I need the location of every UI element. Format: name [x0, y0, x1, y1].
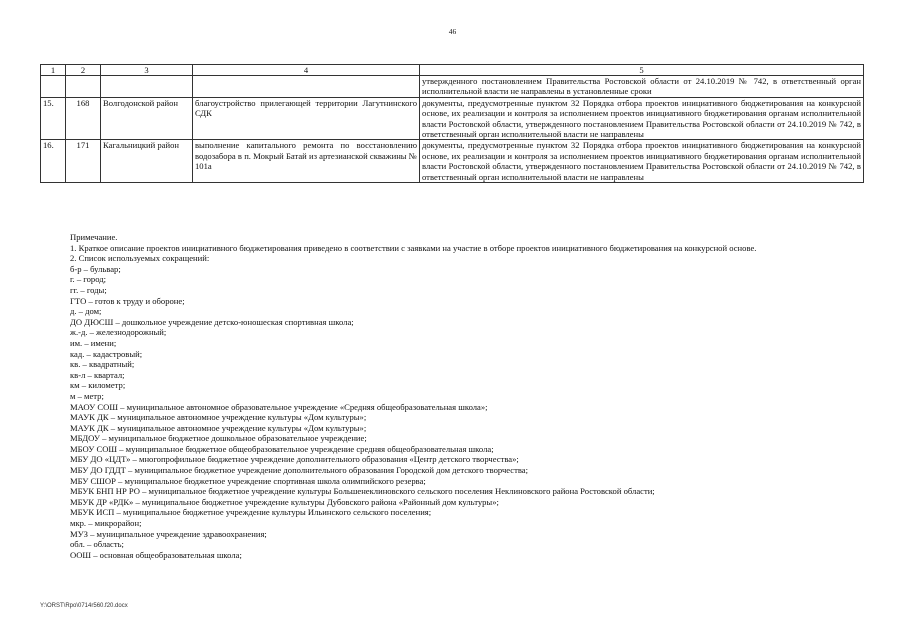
row-reason: документы, предусмотренные пунктом 32 Порядка отбора проектов инициативного бюджетирования на конкурсной основе, их реализации и контроля за исполнением проектов инициативного бюджетирования органам исполнительной власти Ростовской области, утвержденного постановлением Правительства Ростовской области от 24.10.2019 № 742, в ответственный орган исполнительной власти не направлены — [420, 97, 864, 140]
row-project — [193, 76, 420, 98]
table-row — [41, 140, 864, 183]
row-district: Кагальницкий район — [101, 140, 193, 183]
page-number: 46 — [448, 27, 457, 36]
table-row — [41, 76, 864, 98]
abbreviation-item: МАОУ СОШ – муниципальное автономное образовательное учреждение «Средняя общеобразовательная школа»; — [70, 401, 488, 412]
notes-heading: Примечание. — [70, 232, 118, 242]
row-project: выполнение капитального ремонта по восстановлению водозабора в п. Мокрый Батай из артезианской скважины № 101а — [193, 140, 420, 183]
abbreviation-item: МБУК ИСП – муниципальное бюджетное учреждение культуры Ильинского сельского поселения; — [70, 507, 432, 518]
abbreviation-item: ГТО – готов к труду и обороне; — [70, 295, 185, 306]
abbreviation-item: МБУК БНП НР РО – муниципальное бюджетное учреждение культуры Большенеклиновского сельского поселения Неклиновского района Ростовской области; — [70, 486, 655, 497]
abbreviation-item: МАУК ДК – муниципальное автономное учреждение культуры «Дом культуры»; — [70, 412, 367, 423]
abbreviations-list — [40, 264, 863, 561]
table-header-cell: 4 — [193, 65, 420, 76]
row-district — [101, 76, 193, 98]
row-number — [41, 76, 66, 98]
row-code: 171 — [66, 140, 101, 183]
abbreviation-item: МБУ СШОР – муниципальное бюджетное учреждение спортивная школа олимпийского резерва; — [70, 475, 426, 486]
abbreviation-item: г. – город; — [70, 274, 107, 285]
abbreviation-item: кад. – кадастровый; — [70, 348, 143, 359]
abbreviation-item: обл. – область; — [70, 539, 124, 550]
row-code — [66, 76, 101, 98]
abbreviation-item: МАУК ДК – муниципальное автономное учреждение культуры «Дом культуры»; — [70, 422, 367, 433]
note-item-2: 2. Список используемых сокращений: — [70, 253, 210, 264]
projects-table — [40, 64, 864, 183]
row-district: Волгодонской район — [101, 97, 193, 140]
row-reason: утвержденного постановлением Правительства Ростовской области от 24.10.2019 № 742, в ответственный орган исполнительной власти не направлены в установленные сроки — [420, 76, 864, 98]
table-header-cell: 1 — [41, 65, 66, 76]
table-header-row — [41, 65, 864, 76]
abbreviation-item: ДО ДЮСШ – дошкольное учреждение детско-юношеская спортивная школа; — [70, 316, 354, 327]
row-code: 168 — [66, 97, 101, 140]
abbreviation-item: б-р – бульвар; — [70, 263, 121, 274]
abbreviation-item: км – километр; — [70, 380, 126, 391]
file-path-footer: Y:\ORST\Rpo\0714r560.f20.docx — [40, 603, 128, 609]
abbreviation-item: д. – дом; — [70, 306, 102, 317]
table-header-cell: 3 — [101, 65, 193, 76]
table-header-cell: 5 — [420, 65, 864, 76]
note-item-1: 1. Краткое описание проектов инициативного бюджетирования приведено в соответствии с заявками на участие в отборе проектов инициативного бюджетирования на конкурсной основе. — [70, 242, 757, 253]
abbreviation-item: МУЗ – муниципальное учреждение здравоохранения; — [70, 528, 267, 539]
abbreviation-item: МБДОУ – муниципальное бюджетное дошкольное образовательное учреждение; — [70, 433, 367, 444]
abbreviation-item: гг. – годы; — [70, 284, 107, 295]
abbreviation-item: МБУ ДО ГДДТ – муниципальное бюджетное учреждение дополнительного образования Городской дом детского творчества; — [70, 465, 529, 476]
abbreviation-item: МБОУ СОШ – муниципальное бюджетное общеобразовательное учреждение средняя общеобразовательная школа; — [70, 443, 494, 454]
abbreviation-item: ж.-д. – железнодорожный; — [70, 327, 167, 338]
abbreviation-item: ООШ – основная общеобразовательная школа; — [70, 549, 242, 560]
abbreviation-item: МБУ ДО «ЦДТ» – многопрофильное бюджетное учреждение дополнительного образования «Центр детского творчества»; — [70, 454, 519, 465]
row-reason: документы, предусмотренные пунктом 32 Порядка отбора проектов инициативного бюджетирования на конкурсной основе, их реализации и контроля за исполнением проектов инициативного бюджетирования органам исполнительной власти Ростовской области, утвержденного постановлением Правительства Ростовской области от 24.10.2019 № 742, в ответственный орган исполнительной власти не направлены — [420, 140, 864, 183]
abbreviation-item: мкр. – микрорайон; — [70, 518, 142, 529]
abbreviation-item: МБУК ДР «РДК» – муниципальное бюджетное учреждение культуры Дубовского района «Районный дом культуры»; — [70, 496, 499, 507]
abbreviation-item: им. – имени; — [70, 337, 117, 348]
abbreviation-item: м – метр; — [70, 390, 104, 401]
row-number: 16. — [41, 140, 66, 183]
row-project: благоустройство прилегающей территории Лагутнинского СДК — [193, 97, 420, 140]
abbreviation-item: кв. – квадратный; — [70, 359, 135, 370]
row-number: 15. — [41, 97, 66, 140]
table-row — [41, 97, 864, 140]
table-header-cell: 2 — [66, 65, 101, 76]
abbreviation-item: кв-л – квартал; — [70, 369, 125, 380]
notes-section — [40, 232, 863, 560]
